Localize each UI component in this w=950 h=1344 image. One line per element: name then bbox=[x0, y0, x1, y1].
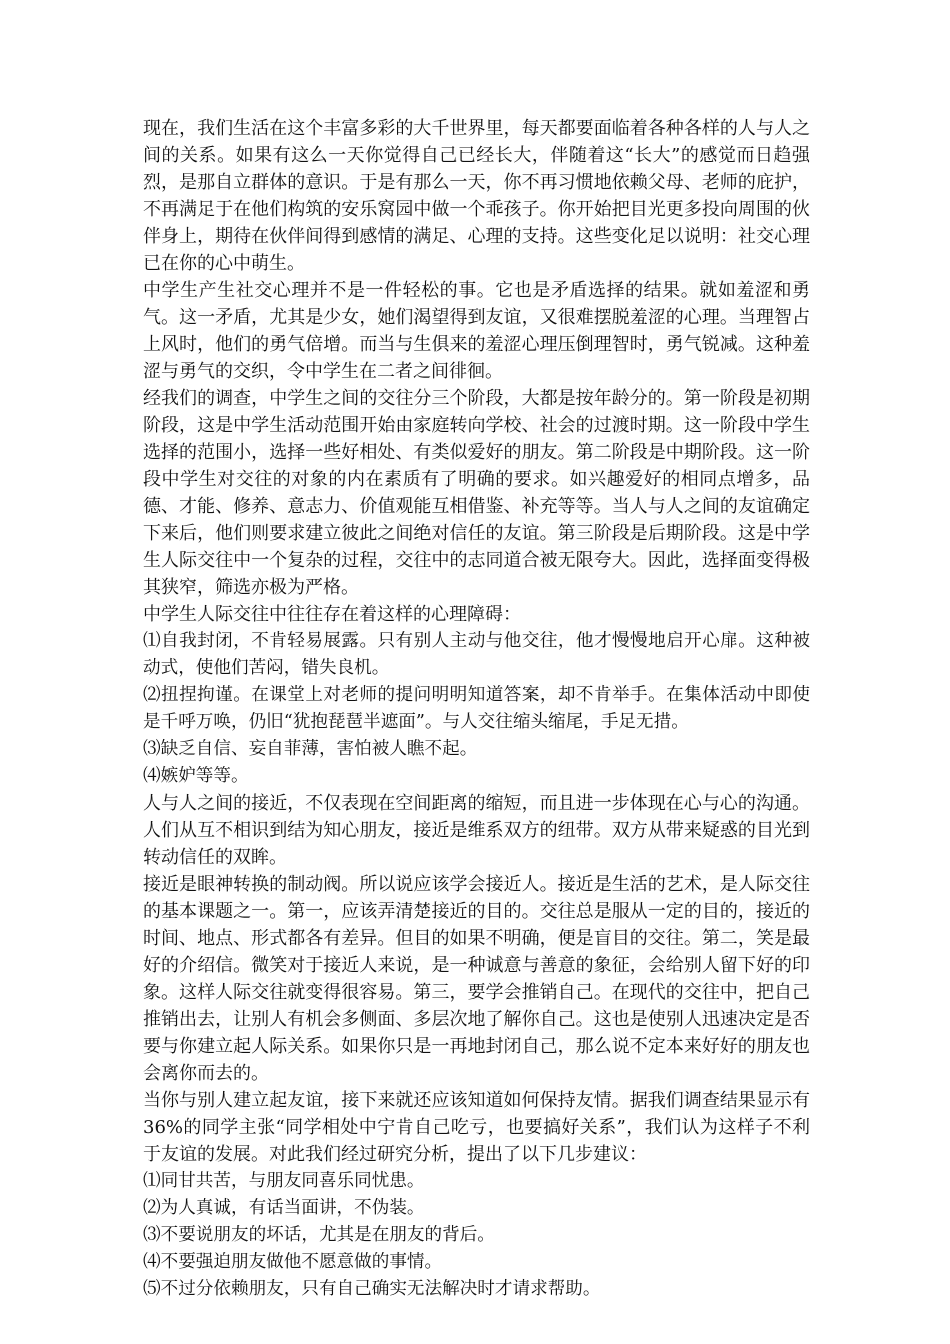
list-item-advice-4: ⑷不要强迫朋友做他不愿意做的事情。 bbox=[143, 1252, 443, 1272]
list-item-advice-3: ⑶不要说朋友的坏话，尤其是在朋友的背后。 bbox=[143, 1225, 495, 1245]
paragraph-keep-friendship: 当你与别人建立起友谊，接下来就还应该知道如何保持友情。据我们调查结果显示有 36%的同学主张“同学相处中宁肯自己吃亏，也要搞好关系”，我们认为这样子不利于友谊的发展。对此我们经过研究分析，提出了以下几步建议： bbox=[143, 1090, 810, 1165]
paragraph-shyness-courage: 中学生产生社交心理并不是一件轻松的事。它也是矛盾选择的结果。就如羞涩和勇气。这一矛盾，尤其是少女，她们渴望得到友谊，又很难摆脱羞涩的心理。当理智占上风时，他们的勇气倍增。而当与生俱来的羞涩心理压倒理智时，勇气锐减。这种羞涩与勇气的交织，令中学生在二者之间徘徊。 bbox=[143, 280, 810, 382]
list-item-obstacle-4: ⑷嫉妒等等。 bbox=[143, 766, 249, 786]
list-item-obstacle-2: ⑵扭捏拘谨。在课堂上对老师的提问明明知道答案，却不肯举手。在集体活动中即使是千呼万唤，仍旧“犹抱琵琶半遮面”。与人交往缩头缩尾，手足无措。 bbox=[143, 685, 810, 732]
list-item-obstacle-1: ⑴自我封闭，不肯轻易展露。只有别人主动与他交往，他才慢慢地启开心扉。这种被动式，使他们苦闷，错失良机。 bbox=[143, 631, 810, 678]
list-item-advice-5: ⑸不过分依赖朋友，只有自己确实无法解决时才请求帮助。 bbox=[143, 1279, 601, 1299]
list-item-advice-2: ⑵为人真诚，有话当面讲，不伪装。 bbox=[143, 1198, 425, 1218]
list-item-advice-1: ⑴同甘共苦，与朋友同喜乐同忧患。 bbox=[143, 1171, 425, 1191]
paragraph-closeness: 人与人之间的接近，不仅表现在空间距离的缩短，而且进一步体现在心与心的沟通。人们从互不相识到结为知心朋友，接近是维系双方的纽带。双方从带来疑惑的目光到转动信任的双眸。 bbox=[143, 793, 810, 868]
document-body bbox=[143, 115, 810, 1303]
paragraph-approach: 接近是眼神转换的制动阀。所以说应该学会接近人。接近是生活的艺术，是人际交往的基本课题之一。第一，应该弄清楚接近的目的。交往总是服从一定的目的，接近的时间、地点、形式都各有差异。但目的如果不明确，便是盲目的交往。第二，笑是最好的介绍信。微笑对于接近人来说，是一种诚意与善意的象征，会给别人留下好的印象。这样人际交往就变得很容易。第三，要学会推销自己。在现代的交往中，把自己推销出去，让别人有机会多侧面、多层次地了解你自己。这也是使别人迅速决定是否要与你建立起人际关系。如果你只是一再地封闭自己，那么说不定本来好好的朋友也会离你而去的。 bbox=[143, 874, 810, 1084]
paragraph-three-stages: 经我们的调查，中学生之间的交往分三个阶段，大都是按年龄分的。第一阶段是初期阶段，这是中学生活动范围开始由家庭转向学校、社会的过渡时期。这一阶段中学生选择的范围小，选择一些好相处、有类似爱好的朋友。第二阶段是中期阶段。这一阶段中学生对交往的对象的内在素质有了明确的要求。如兴趣爱好的相同点增多，品德、才能、修养、意志力、价值观能互相借鉴、补充等等。当人与人之间的友谊确定下来后，他们则要求建立彼此之间绝对信任的友谊。第三阶段是后期阶段。这是中学生人际交往中一个复杂的过程，交往中的志同道合被无限夸大。因此，选择面变得极其狭窄，筛选亦极为严格。 bbox=[143, 388, 810, 598]
paragraph-obstacles-heading: 中学生人际交往中往往存在着这样的心理障碍： bbox=[143, 604, 521, 625]
list-item-obstacle-3: ⑶缺乏自信、妄自菲薄，害怕被人瞧不起。 bbox=[143, 739, 478, 759]
paragraph-intro: 现在，我们生活在这个丰富多彩的大千世界里，每天都要面临着各种各样的人与人之间的关系。如果有这么一天你觉得自己已经长大，伴随着这“长大”的感觉而日趋强烈，是那自立群体的意识。于是有那么一天，你不再习惯地依赖父母、老师的庇护，不再满足于在他们构筑的安乐窝园中做一个乖孩子。你开始把目光更多投向周围的伙伴身上，期待在伙伴间得到感情的满足、心理的支持。这些变化足以说明：社交心理已在你的心中萌生。 bbox=[143, 118, 810, 274]
